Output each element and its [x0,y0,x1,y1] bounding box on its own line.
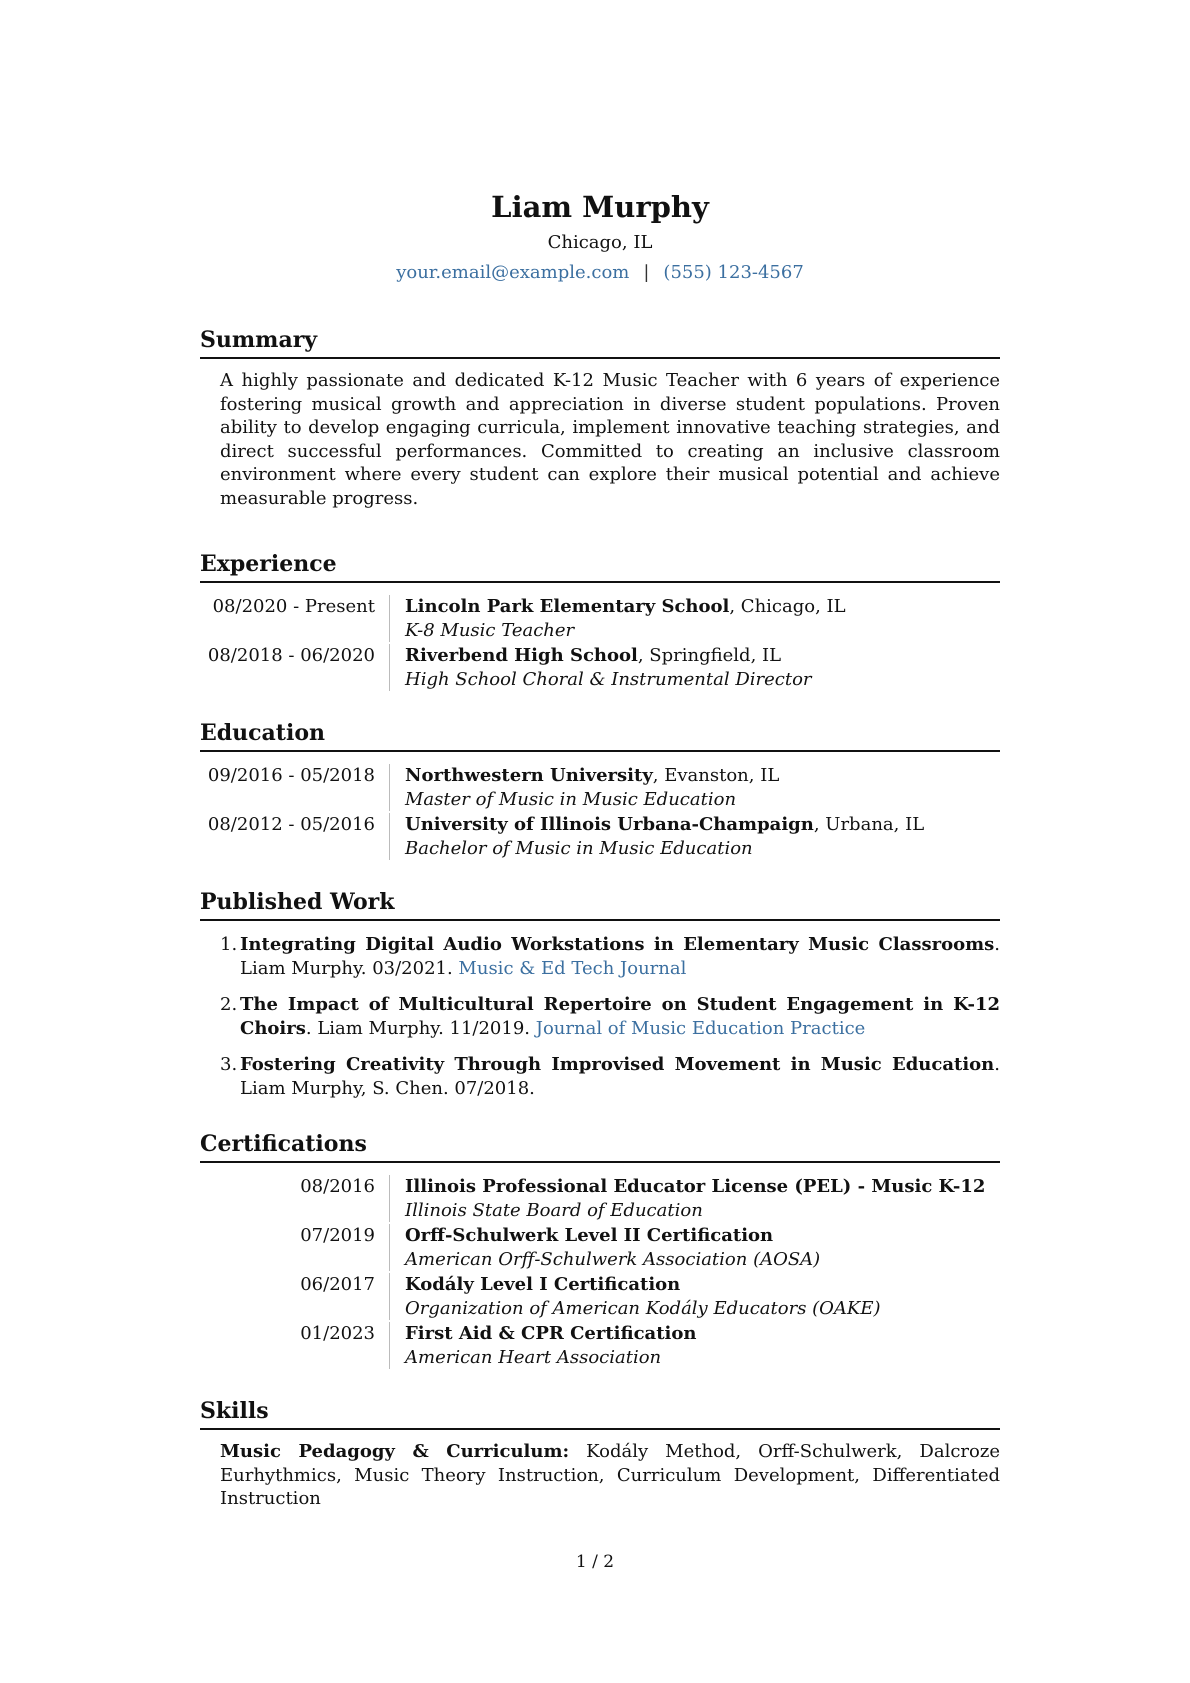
certification-issuer: American Heart Association [405,1346,662,1368]
certification-name: Kodály Level I Certification [405,1274,681,1295]
skills-list: Kodály Method, Orff-Schulwerk, Dalcroze Eurhythmics, Music Theory Instruction, Curriculum Development, Differentiated Instruction [220,1441,1000,1509]
entry-place: , Chicago, IL [729,596,846,617]
candidate-location: Chicago, IL [547,232,653,253]
section-title-summary: Summary [200,326,1000,359]
publication-title: Integrating Digital Audio Workstations in Elementary Music Classrooms [240,934,995,955]
contact-separator: | [643,262,650,283]
candidate-name: Liam Murphy [491,190,709,224]
publication-venue-link[interactable]: Journal of Music Education Practice [535,1017,866,1039]
skills-section [200,1397,1000,1511]
entry-org: Lincoln Park Elementary School [405,596,730,617]
certification-entry [200,1273,1000,1320]
entry-org: University of Illinois Urbana-Champaign [405,814,814,835]
experience-section [200,550,1000,691]
publication-item [220,993,1000,1040]
experience-entry [200,644,1000,691]
entry-org: Riverbend High School [405,645,638,666]
published-work-section [200,888,1000,1100]
contact-line [200,260,1000,286]
entry-date: 08/2016 [300,1176,375,1197]
entry-place: , Urbana, IL [813,814,925,835]
section-title-education: Education [200,719,1000,752]
education-section [200,719,1000,860]
section-title-skills: Skills [200,1397,1000,1430]
section-title-experience: Experience [200,550,1000,583]
resume-header [200,190,1000,286]
publication-number: 3. [220,1054,238,1075]
entry-degree: Master of Music in Music Education [405,788,737,810]
email-link[interactable]: your.email@example.com [396,262,630,283]
certification-entry [200,1322,1000,1369]
skills-label: Music Pedagogy & Curriculum: [220,1441,570,1462]
entry-date: 08/2020 - Present [212,596,375,617]
certification-name: Illinois Professional Educator License (PEL) - Music K-12 [405,1176,986,1197]
summary-text: A highly passionate and dedicated K-12 Music Teacher with 6 years of experience fostering musical growth and appreciation in diverse student populations. Proven ability to develop engaging curricula, implement innovative teaching strategies, and direct successful performances. Committed to creating an inclusive classroom environment where every student can explore their musical potential and achieve measurable progress. [220,370,1000,509]
entry-role: K-8 Music Teacher [405,619,575,641]
entry-date: 07/2019 [300,1225,375,1246]
entry-role: High School Choral & Instrumental Director [405,668,812,690]
publication-item [220,933,1000,980]
certification-name: Orff-Schulwerk Level II Certification [405,1225,774,1246]
entry-place: , Evanston, IL [652,765,780,786]
certification-issuer: Illinois State Board of Education [405,1199,703,1221]
certification-name: First Aid & CPR Certification [405,1323,697,1344]
page-number: 1 / 2 [575,1552,615,1572]
entry-date: 06/2017 [300,1274,375,1295]
publication-venue-link[interactable]: Music & Ed Tech Journal [458,957,687,979]
publication-number: 2. [220,994,238,1015]
publication-meta: . Liam Murphy. 03/2021. [240,934,1000,979]
section-title-published-work: Published Work [200,888,1000,921]
section-title-certifications: Certifications [200,1130,1000,1163]
publication-title: The Impact of Multicultural Repertoire on Student Engagement in K-12 Choirs [240,994,1000,1039]
certification-issuer: American Orff-Schulwerk Association (AOSA) [405,1248,821,1270]
certifications-section [200,1130,1000,1369]
certification-issuer: Organization of American Kodály Educators (OAKE) [405,1297,881,1319]
phone-link[interactable]: (555) 123-4567 [663,262,804,283]
resume-page [200,190,1000,1511]
entry-date: 01/2023 [300,1323,375,1344]
publication-number: 1. [220,934,238,955]
entry-date: 08/2018 - 06/2020 [207,645,375,666]
skills-text [220,1440,1000,1511]
entry-date: 08/2012 - 05/2016 [207,814,375,835]
education-entry [200,813,1000,860]
entry-degree: Bachelor of Music in Music Education [405,837,753,859]
certification-entry [200,1175,1000,1222]
publication-meta: . Liam Murphy, S. Chen. 07/2018. [240,1054,1000,1099]
publication-title: Fostering Creativity Through Improvised Movement in Music Education [240,1054,995,1075]
certification-entry [200,1224,1000,1271]
entry-date: 09/2016 - 05/2018 [207,765,375,786]
entry-org: Northwestern University [405,765,653,786]
experience-entry [200,595,1000,642]
summary-section [200,326,1000,510]
publication-item [220,1053,1000,1100]
publication-meta: . Liam Murphy. 11/2019. [305,1017,536,1039]
education-entry [200,764,1000,811]
entry-place: , Springfield, IL [637,645,782,666]
